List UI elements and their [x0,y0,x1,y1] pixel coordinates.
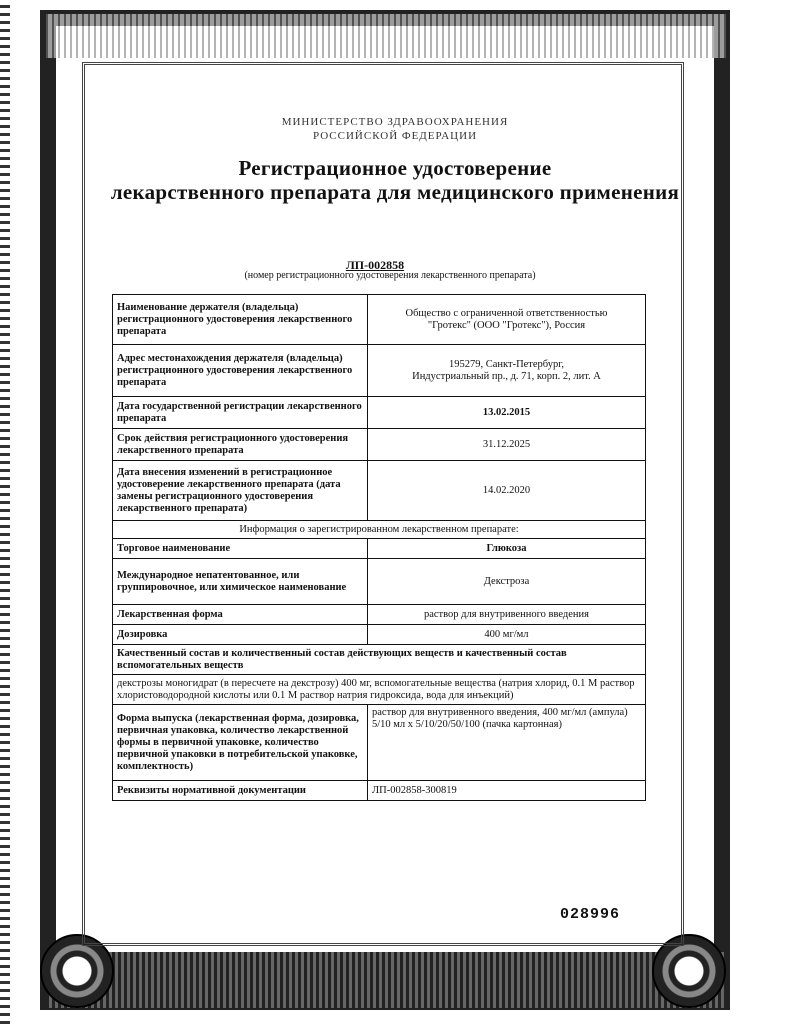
dosage-form-value: раствор для внутривенного введения [368,605,646,625]
registration-number-caption: (номер регистрационного удостоверения лекарственного препарата) [244,270,536,281]
ministry-line-2: РОССИЙСКОЙ ФЕДЕРАЦИИ [312,130,478,142]
table-row [113,429,646,461]
ministry-line-1: МИНИСТЕРСТВО ЗДРАВООХРАНЕНИЯ [281,116,509,128]
holder-address-line-1: 195279, Санкт-Петербург, [448,358,564,370]
table-row [113,675,646,705]
holder-address-value [368,345,646,397]
holder-name-label: Наименование держателя (владельца) регистрационного удостоверения лекарственного препарата [113,295,368,345]
table-row [113,781,646,801]
holder-name-value [368,295,646,345]
title-line-2: лекарственного препарата для медицинского применения [110,180,680,204]
composition-header: Качественный состав и количественный состав действующих веществ и качественный состав вспомогательных веществ [113,645,646,675]
trade-name-label: Торговое наименование [113,539,368,559]
holder-name-line-1: Общество с ограниченной ответственностью [405,307,608,319]
normative-docs-label: Реквизиты нормативной документации [113,781,368,801]
holder-name-line-2: "Гротекс" (ООО "Гротекс"), Россия [427,319,586,331]
holder-address-label: Адрес местонахождения держателя (владельца) регистрационного удостоверения лекарственного препарата [113,345,368,397]
release-form-label: Форма выпуска (лекарственная форма, дозировка, первичная упаковка, количество лекарственной формы в первичной упаковке, количество первичной упаковки в потребительской упаковке, комплектность) [113,705,368,781]
inn-value: Декстроза [368,559,646,605]
table-row [113,345,646,397]
registration-number: ЛП-002858 [345,258,405,272]
inn-label: Международное непатентованное, или группировочное, или химическое наименование [113,559,368,605]
registration-date-value: 13.02.2015 [368,397,646,429]
table-row [113,605,646,625]
drug-info-header: Информация о зарегистрированном лекарственном препарате: [113,521,646,539]
normative-docs-value: ЛП-002858-300819 [368,781,646,801]
dosage-value: 400 мг/мл [368,625,646,645]
validity-label: Срок действия регистрационного удостоверения лекарственного препарата [113,429,368,461]
table-row [113,625,646,645]
dosage-form-label: Лекарственная форма [113,605,368,625]
table-row [113,645,646,675]
changes-date-label: Дата внесения изменений в регистрационное удостоверение лекарственного препарата (дата замены регистрационного удостоверения лекарственного препарата) [113,461,368,521]
table-row [113,521,646,539]
table-row [113,705,646,781]
title-line-1: Регистрационное удостоверение [238,156,552,180]
release-form-value: раствор для внутривенного введения, 400 мг/мл (ампула) 5/10 мл х 5/10/20/50/100 (пачка картонная) [368,705,646,781]
registration-date-label: Дата государственной регистрации лекарственного препарата [113,397,368,429]
table-row [113,397,646,429]
changes-date-value: 14.02.2020 [368,461,646,521]
table-row [113,559,646,605]
composition-value: декстрозы моногидрат (в пересчете на декстрозу) 400 мг, вспомогательные вещества (натрия хлорид, 0.1 М раствор хлористоводородной кислоты или 0.1 М раствор натрия гидроксида, вода для инъекций) [113,675,646,705]
table-row [113,295,646,345]
serial-number: 028996 [560,906,621,923]
certificate-table [112,294,646,801]
holder-address-line-2: Индустриальный пр., д. 71, корп. 2, лит. А [412,370,601,382]
table-row [113,461,646,521]
dosage-label: Дозировка [113,625,368,645]
validity-value: 31.12.2025 [368,429,646,461]
trade-name-value: Глюкоза [368,539,646,559]
table-row [113,539,646,559]
